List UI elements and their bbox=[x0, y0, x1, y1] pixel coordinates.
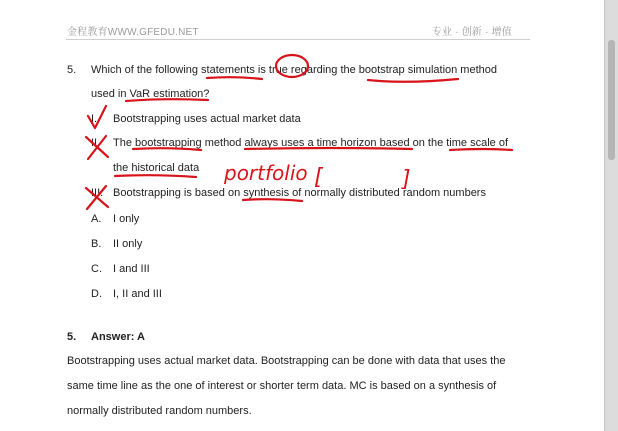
scrollbar-thumb[interactable] bbox=[608, 40, 615, 160]
underline-statements bbox=[207, 77, 262, 79]
option-c-text: I and III bbox=[113, 263, 150, 275]
vertical-scrollbar[interactable] bbox=[604, 0, 618, 431]
explanation-line-2: same time line as the one of interest or shorter term data. MC is based on a synthesis of bbox=[67, 380, 497, 392]
underline-historical-data bbox=[115, 175, 196, 177]
option-d-letter: D. bbox=[91, 288, 102, 300]
statement-1-text: Bootstrapping uses actual market data bbox=[113, 113, 301, 125]
option-b-text: II only bbox=[113, 238, 143, 250]
handwritten-bracket-close: ] bbox=[402, 167, 411, 192]
statement-3-text: Bootstrapping is based on synthesis of normally distributed random numbers bbox=[113, 187, 486, 199]
statement-1-number: I. bbox=[91, 113, 98, 125]
statement-2-text-line-1: The bootstrapping method always uses a time horizon based on the time scale of bbox=[113, 137, 509, 149]
answer-number: 5. bbox=[67, 331, 77, 343]
handwritten-bracket-open: [ bbox=[314, 165, 323, 190]
header-brand: 金程教育WWW.GFEDU.NET bbox=[67, 27, 199, 38]
question-line-1: Which of the following statements is true regarding the bootstrap simulation method bbox=[91, 64, 497, 76]
handwritten-portfolio: portfolio bbox=[224, 161, 308, 185]
explanation-line-1: Bootstrapping uses actual market data. Bootstrapping can be done with data that uses the bbox=[67, 355, 506, 367]
question-line-2: used in VaR estimation? bbox=[91, 88, 210, 100]
option-c-letter: C. bbox=[91, 263, 102, 275]
underline-synthesis bbox=[243, 199, 302, 201]
explanation-line-3: normally distributed random numbers. bbox=[67, 405, 252, 417]
statement-3-number: III. bbox=[91, 187, 104, 199]
header-slogan: 专业 · 创新 · 增值 bbox=[431, 27, 512, 38]
statement-2-text-line-2: the historical data bbox=[113, 162, 200, 174]
underline-time-scale bbox=[450, 149, 512, 150]
option-d-text: I, II and III bbox=[113, 288, 162, 300]
option-a-letter: A. bbox=[91, 213, 102, 225]
statement-2-number: II. bbox=[91, 137, 101, 149]
option-b-letter: B. bbox=[91, 238, 102, 250]
answer-label: Answer: A bbox=[91, 331, 145, 343]
question-number: 5. bbox=[67, 64, 77, 76]
underline-bootstrap-simulation bbox=[368, 79, 458, 82]
option-a-text: I only bbox=[113, 213, 140, 225]
header-divider bbox=[66, 39, 530, 40]
